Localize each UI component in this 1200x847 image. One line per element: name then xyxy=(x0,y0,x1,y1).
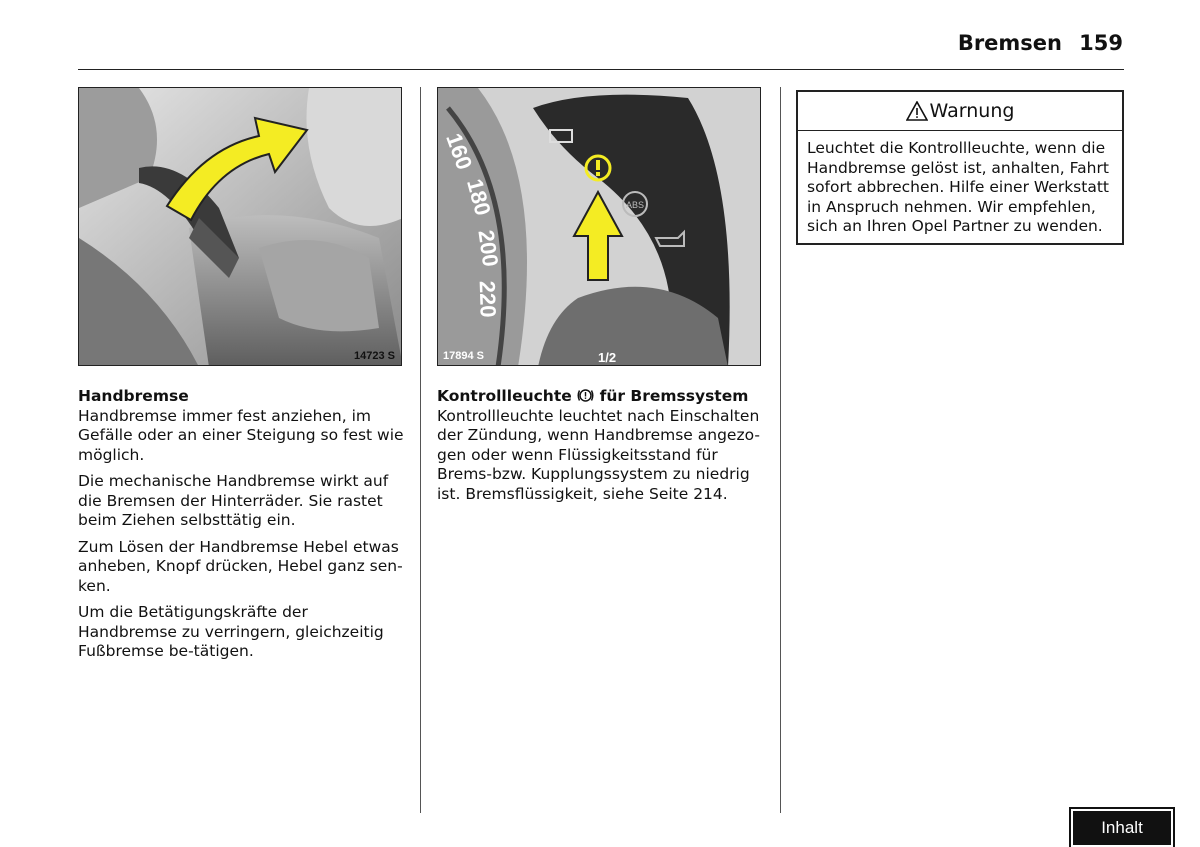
paragraph: Kontrollleuchte leuchtet nach Einschalten der Zündung, wenn Handbremse angezo-gen oder wenn Flüssigkeitsstand für Brems-bzw. Kupplungssystem zu niedrig ist. Bremsflüssigkeit, siehe Seite 214. xyxy=(437,406,760,503)
paragraph: Zum Lösen der Handbremse Hebel etwas anheben, Knopf drücken, Hebel ganz sen-ken. xyxy=(78,537,403,595)
arrow-pointer-icon xyxy=(574,192,622,280)
instrument-cluster-figure xyxy=(437,87,761,366)
paragraph: Die mechanische Handbremse wirkt auf die Bremsen der Hinterräder. Sie rastet beim Ziehen selbsttätig ein. xyxy=(78,472,389,529)
warning-header xyxy=(798,92,1122,131)
page-number: 159 xyxy=(1079,31,1123,55)
warning-box xyxy=(796,90,1124,245)
handbrake-illustration xyxy=(79,88,402,366)
figure-code: 17894 S xyxy=(443,350,484,362)
section-heading xyxy=(437,387,763,407)
figure-code: 14723 S xyxy=(354,350,395,362)
warning-text: Leuchtet die Kontrollleuchte, wenn die Handbremse gelöst ist, anhalten, Fahrt sofort abbrechen. Hilfe einer Werkstatt in Anspruch nehmen. Wir empfehlen, sich an Ihren Opel Partner zu wenden. xyxy=(807,139,1109,235)
column-divider-2 xyxy=(780,87,781,813)
handbrake-figure xyxy=(78,87,402,366)
section-heading: Handbremse xyxy=(78,387,189,405)
column-divider-1 xyxy=(420,87,421,813)
heading-text-part-2: für Bremssystem xyxy=(599,387,749,405)
header-rule xyxy=(78,69,1124,70)
contents-button[interactable]: Inhalt xyxy=(1071,809,1173,847)
paragraph: Handbremse immer fest anziehen, im Gefälle oder an einer Steigung so fest wie möglich. xyxy=(78,406,404,464)
abs-label: ABS xyxy=(626,200,645,210)
warning-light-section xyxy=(437,387,763,511)
gauge-label-180: 180 xyxy=(462,176,496,219)
warning-title: Warnung xyxy=(929,100,1015,122)
heading-text-part-1: Kontrollleuchte xyxy=(437,387,572,405)
instrument-cluster-illustration xyxy=(438,88,761,366)
brake-system-icon xyxy=(577,387,594,404)
gauge-label-200: 200 xyxy=(473,228,504,269)
warning-triangle-icon xyxy=(906,101,928,121)
sub-gauge-label: 1/2 xyxy=(598,350,617,365)
handbrake-section xyxy=(78,387,404,669)
page-title: Bremsen xyxy=(957,31,1062,55)
gauge-label-160: 160 xyxy=(441,129,478,173)
gauge-label-220: 220 xyxy=(474,280,501,318)
paragraph: Um die Betätigungskräfte der Handbremse zu verringern, gleichzeitig Fußbremse be-tätigen. xyxy=(78,603,384,660)
